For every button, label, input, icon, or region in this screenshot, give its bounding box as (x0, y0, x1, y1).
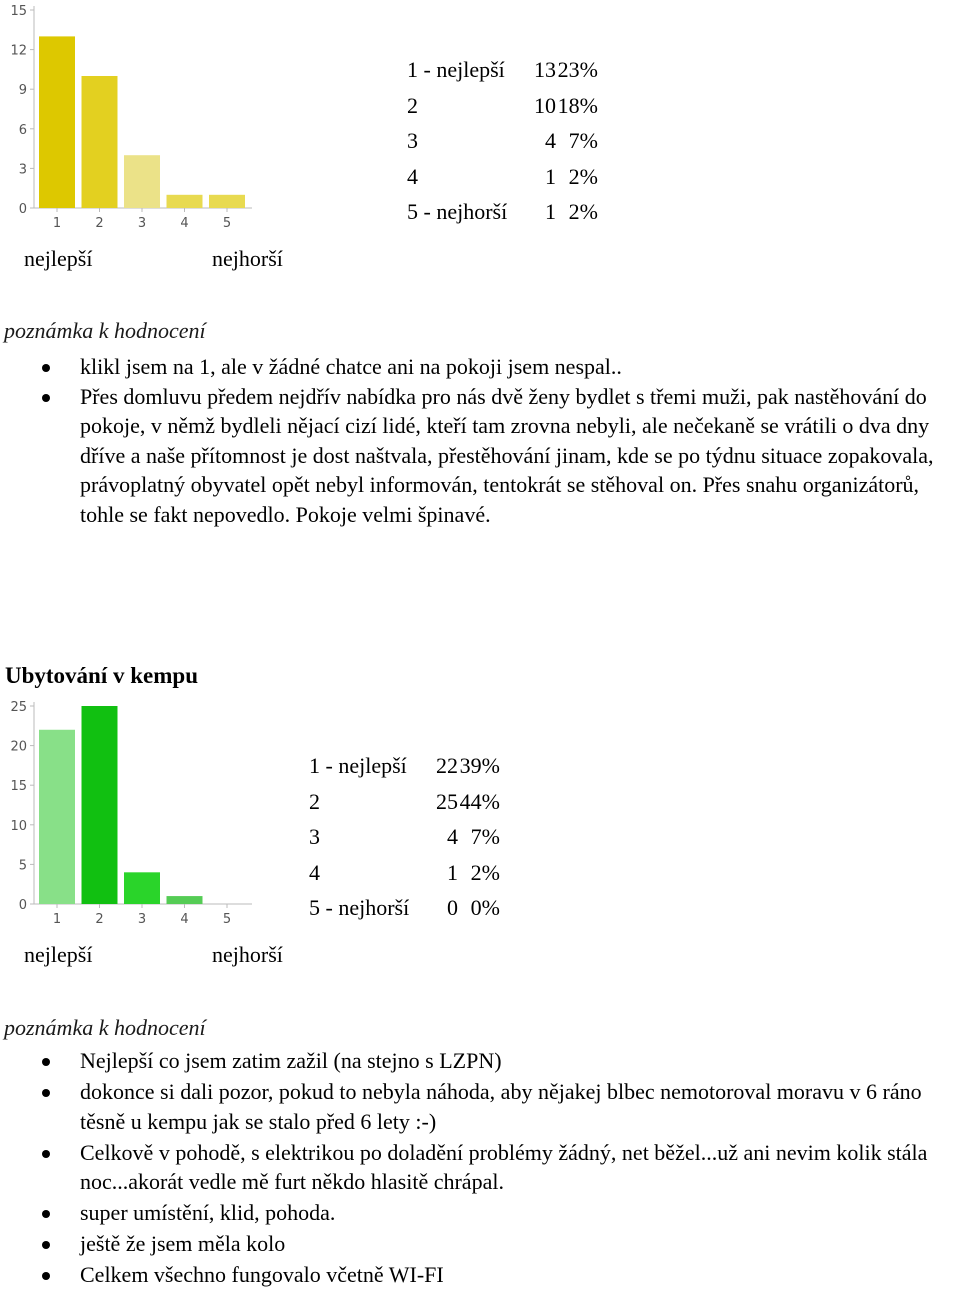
bar (124, 872, 160, 904)
stats-count: 1 (447, 859, 458, 885)
stats-percent: 7% (568, 128, 598, 153)
x-tick-label: 3 (137, 216, 147, 231)
rating-bar-chart (0, 0, 260, 240)
x-tick-label: 2 (95, 912, 104, 927)
stats-count: 22 (436, 753, 458, 778)
stats-label: 5 - nejhorší (407, 199, 508, 224)
stats-label: 4 (407, 163, 418, 189)
stats-row (309, 855, 500, 891)
rating-stats-table (309, 748, 500, 926)
stats-row (407, 52, 598, 88)
stats-percent: 7% (470, 824, 500, 849)
y-tick-label: 0 (18, 898, 27, 913)
bar (82, 76, 118, 208)
x-tick-label: 4 (180, 912, 189, 927)
stats-row (309, 784, 500, 820)
stats-label: 1 - nejlepší (407, 57, 505, 82)
stats-row (309, 748, 500, 784)
stats-label: 3 (309, 824, 320, 849)
stats-label: 3 (407, 128, 418, 153)
x-tick-label: 4 (180, 216, 189, 231)
stats-row (407, 88, 598, 124)
stats-label: 2 (407, 92, 418, 118)
stats-percent: 18% (557, 92, 598, 118)
stats-percent: 0% (470, 895, 500, 920)
stats-row (407, 194, 598, 230)
note-item: Celkem všechno fungovalo včetně WI-FI (0, 1260, 960, 1290)
x-tick-label: 5 (222, 912, 232, 927)
stats-row (309, 819, 500, 855)
y-tick-label: 12 (10, 43, 27, 59)
stats-label: 4 (309, 859, 320, 885)
stats-percent: 44% (459, 788, 500, 814)
notes-list (0, 352, 960, 529)
note-item: super umístění, klid, pohoda. (0, 1198, 960, 1228)
y-tick-label: 15 (10, 4, 27, 19)
y-tick-label: 20 (10, 739, 27, 755)
x-tick-label: 3 (137, 912, 147, 927)
scale-best-label: nejlepší (24, 942, 93, 967)
stats-percent: 2% (470, 859, 500, 885)
stats-count: 4 (447, 824, 458, 849)
stats-percent: 39% (459, 753, 500, 778)
x-tick-label: 2 (95, 216, 104, 231)
note-item: Přes domluvu předem nejdřív nabídka pro nás dvě ženy bydlet s třemi muži, pak nastěhování do pokoje, v němž bydleli nějací cizí lidé, kteří tam zrovna nebyli, ale nečekaně se vrátili o dva dny dříve a naše přítomnost je dost naštvala, přestěhování jinam, kde se po týdnu situace zopakovala, právoplatný obyvatel opět nebyl informován, tentokrát se stěhoval on. Přes snahu organizátorů, tohle se fakt nepovedlo. Pokoje velmi špinavé. (0, 382, 960, 530)
stats-count: 0 (447, 895, 458, 920)
stats-percent: 2% (568, 163, 598, 189)
stats-count: 4 (545, 128, 556, 153)
y-tick-label: 3 (18, 162, 27, 178)
y-tick-label: 10 (10, 818, 27, 834)
note-item: Nejlepší co jsem zatim zažil (na stejno s LZPN) (0, 1046, 960, 1076)
stats-row (407, 159, 598, 195)
bar (124, 155, 160, 208)
stats-row (407, 123, 598, 159)
stats-row (309, 890, 500, 926)
stats-label: 2 (309, 788, 320, 814)
bar (167, 896, 203, 904)
note-item: dokonce si dali pozor, pokud to nebyla náhoda, aby nějakej blbec nemotoroval moravu v 6 ráno těsně u kempu jak se stalo před 6 lety :-) (0, 1077, 960, 1136)
stats-percent: 23% (557, 57, 598, 82)
stats-count: 13 (534, 57, 556, 82)
section-title: Ubytování v kempu (5, 663, 198, 688)
x-tick-label: 1 (52, 216, 62, 231)
y-tick-label: 6 (18, 122, 27, 138)
y-tick-label: 15 (10, 779, 27, 795)
rating-bar-chart (0, 696, 260, 936)
stats-percent: 2% (568, 199, 598, 224)
notes-list (0, 1046, 960, 1291)
bar (39, 36, 75, 208)
bar (39, 730, 75, 904)
rating-stats-table (407, 52, 598, 230)
note-item: ještě že jsem měla kolo (0, 1229, 960, 1259)
scale-worst-label: nejhorší (212, 942, 283, 967)
note-title: poznámka k hodnocení (4, 318, 206, 343)
y-tick-label: 25 (10, 700, 27, 715)
stats-count: 1 (545, 163, 556, 189)
scale-worst-label: nejhorší (212, 246, 283, 271)
x-tick-label: 5 (222, 216, 232, 231)
x-tick-label: 1 (52, 912, 62, 927)
note-item: klikl jsem na 1, ale v žádné chatce ani na pokoji jsem nespal.. (0, 352, 960, 382)
scale-best-label: nejlepší (24, 246, 93, 271)
bar (82, 706, 118, 904)
bar (167, 195, 203, 208)
stats-label: 5 - nejhorší (309, 895, 410, 920)
stats-count: 10 (534, 92, 556, 118)
stats-label: 1 - nejlepší (309, 753, 407, 778)
y-tick-label: 5 (18, 858, 27, 874)
bar (209, 195, 245, 208)
stats-count: 25 (436, 788, 458, 814)
y-tick-label: 9 (18, 83, 27, 99)
y-tick-label: 0 (18, 202, 27, 217)
note-title: poznámka k hodnocení (4, 1015, 206, 1040)
stats-count: 1 (545, 199, 556, 224)
note-item: Celkově v pohodě, s elektrikou po doladění problémy žádný, net běžel...už ani nevim kolik stála noc...akorát vedle mě furt někdo hlasitě chrápal. (0, 1138, 960, 1197)
